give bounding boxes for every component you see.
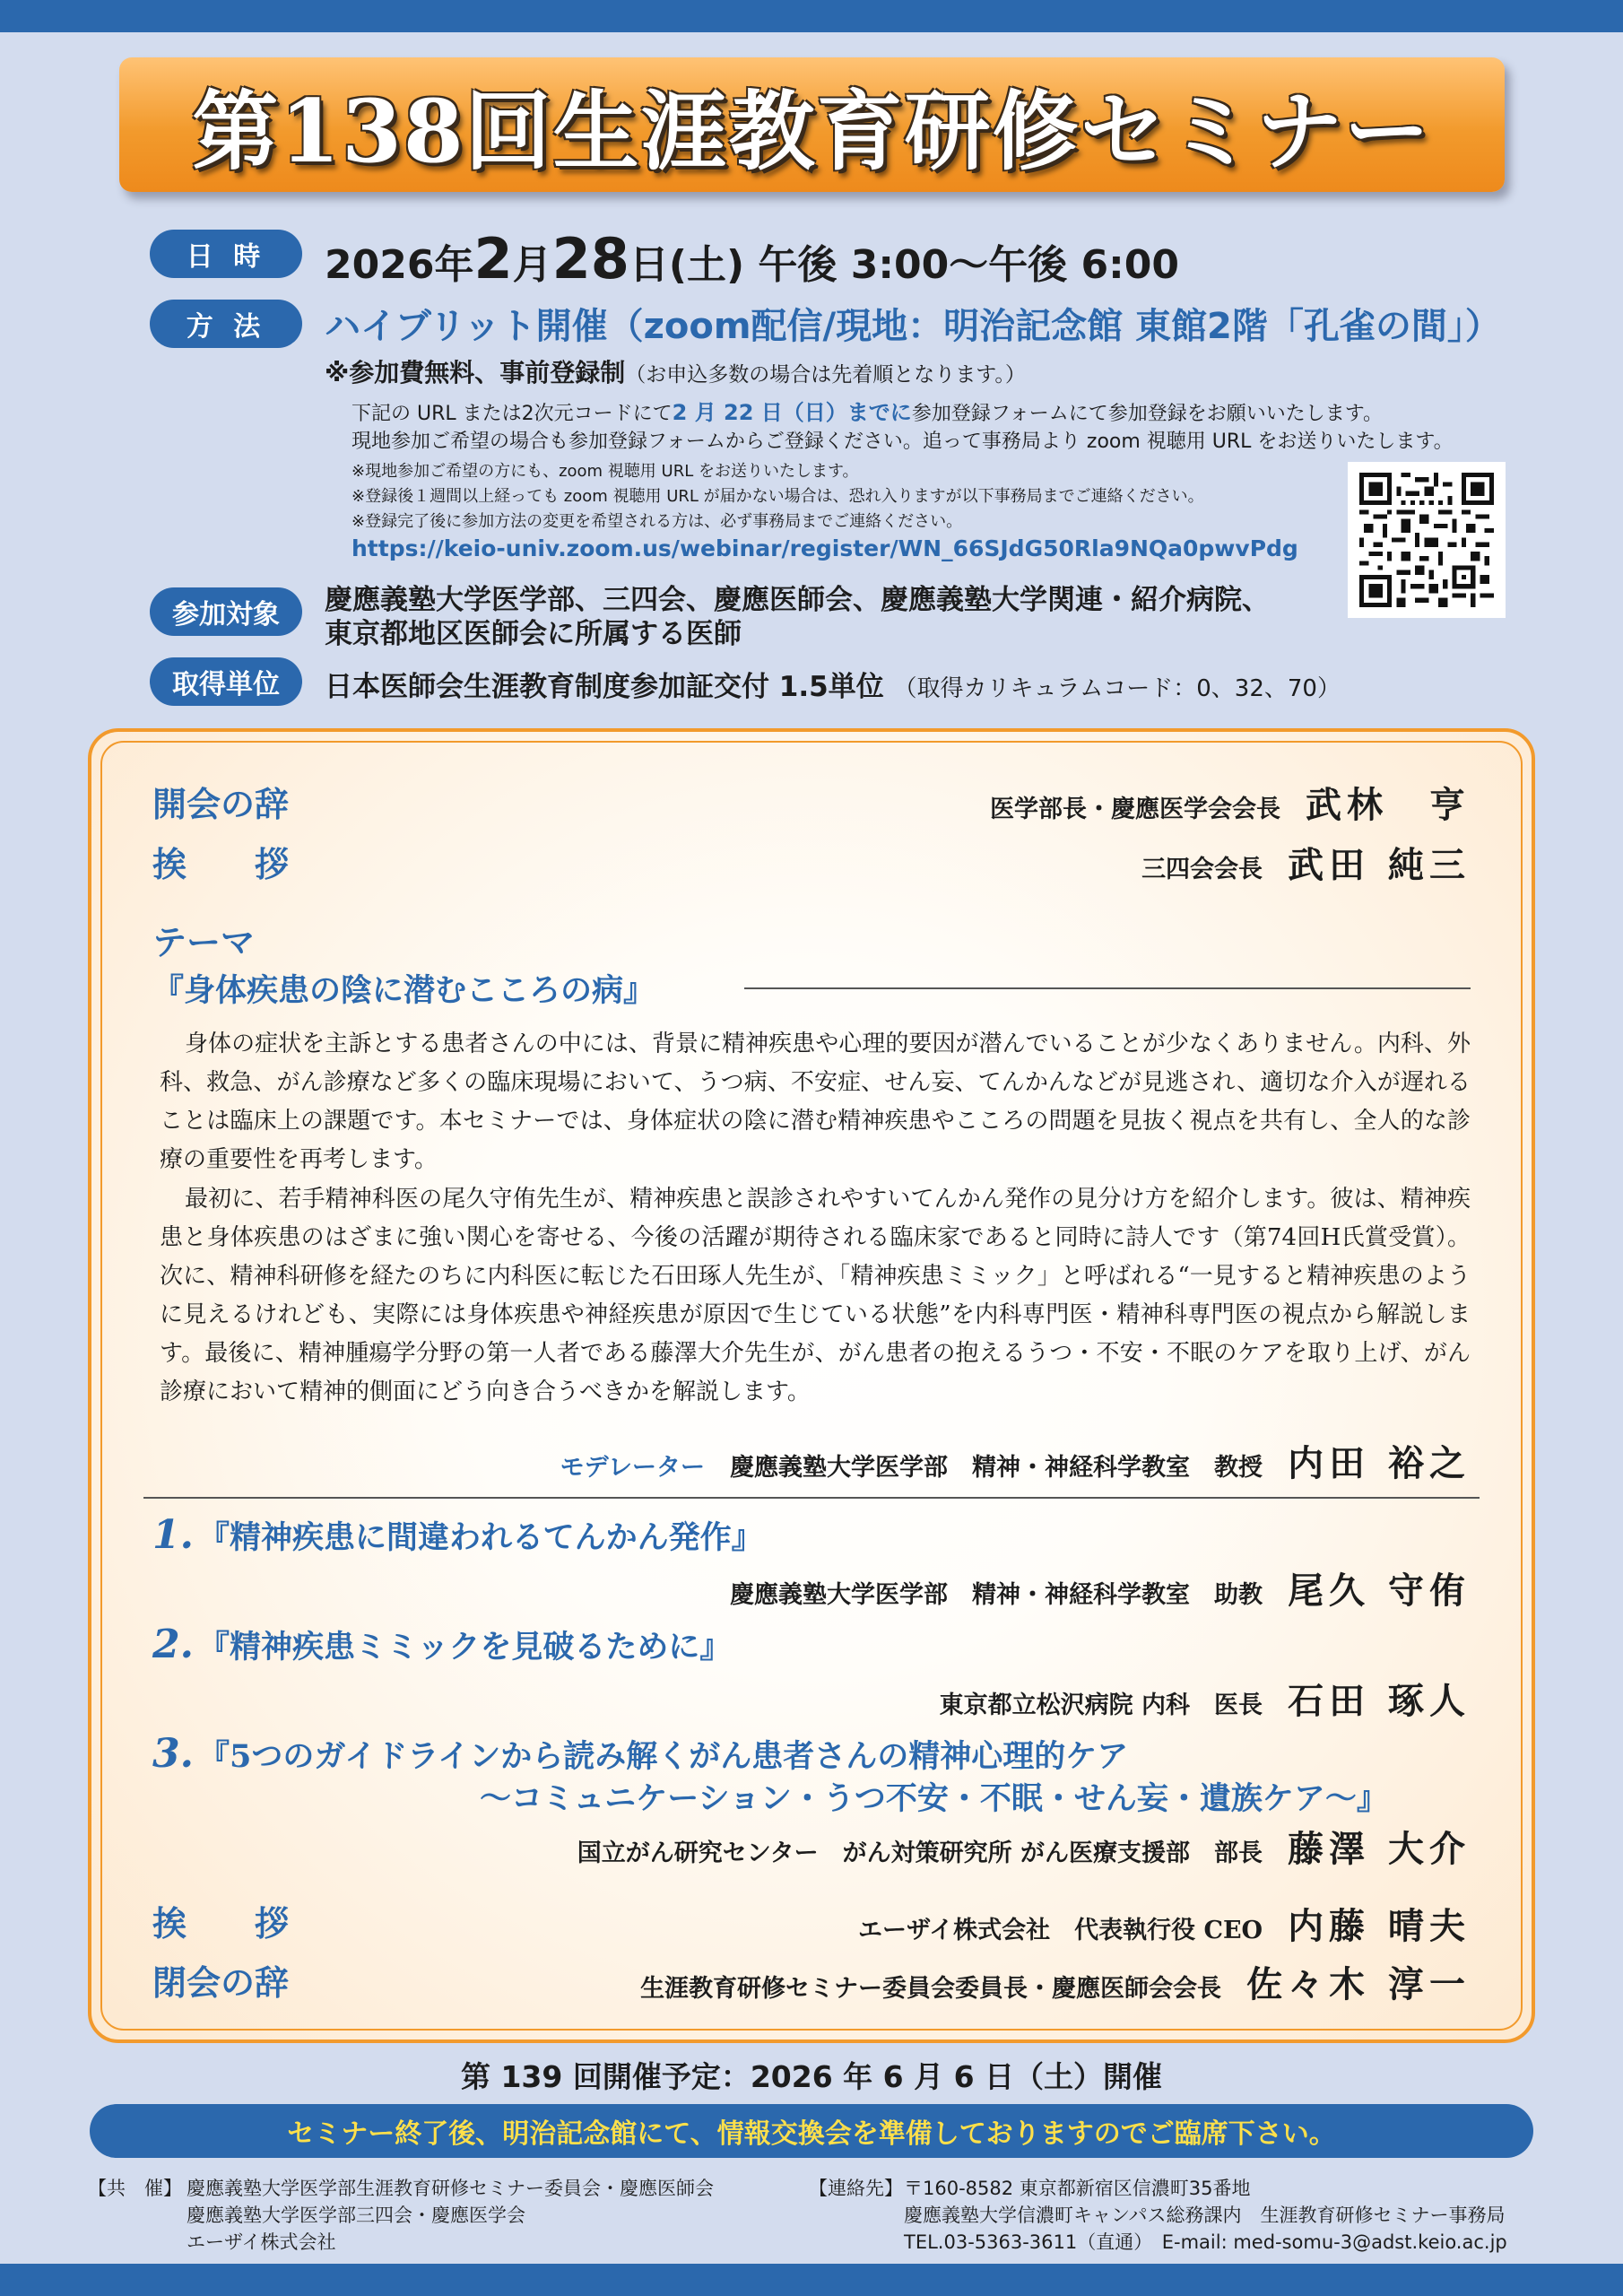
event-date: [325, 226, 1179, 291]
greeting1-name: 武田 純三: [1288, 844, 1471, 886]
registration-deadline: 2 月 22 日（日）までに: [672, 400, 912, 425]
opening-name: 武林 亨: [1306, 784, 1471, 826]
units-label-pill: 取得単位: [150, 657, 302, 706]
method-label-pill: 方 法: [150, 300, 302, 348]
talk-1-title: 『精神疾患に間違われるてんかん発作』: [198, 1519, 763, 1556]
talk-1-heading: [152, 1512, 763, 1558]
units-sub: （取得カリキュラムコード：0、32、70）: [893, 675, 1341, 702]
talk-3-name: 藤澤 大介: [1288, 1828, 1471, 1870]
target-line-1: 慶應義塾大学医学部、三四会、慶應医師会、慶應義塾大学関連・紹介病院、: [325, 584, 1270, 616]
next-event-notice: 第 139 回開催予定：2026 年 6 月 6 日（土）開催: [460, 2059, 1163, 2094]
contact-label: 【連絡先】: [809, 2178, 903, 2199]
contact-office: 慶應義塾大学信濃町キャンパス総務課内 生涯教育研修セミナー事務局: [904, 2205, 1506, 2226]
greeting1-speaker: [1141, 837, 1471, 888]
greeting2-label: 挨 拶: [152, 1903, 290, 1944]
page-title: 第138回生涯教育研修セミナー: [192, 80, 1432, 182]
program-divider: [143, 1497, 1480, 1499]
target-label-pill: 参加対象: [150, 587, 302, 636]
theme-paragraph-2: 最初に、若手精神科医の尾久守侑先生が、精神疾患と誤診されやすいてんかん発作の見分け方を紹介します。彼は、精神疾患と身体疾患のはざまに強い関心を寄せる、今後の活躍が期待される臨床家であると同時に詩人です（第74回H氏賞受賞）。次に、精神科研修を経たのちに内科医に転じた石田琢人先生が、「精神疾患ミミック」と呼ばれる“一見すると精神疾患のように見えるけれども、実際には身体疾患や神経疾患が原因で生じている状態”を内科専門医・精神科専門医の視点から解説します。最後に、精神腫瘍学分野の第一人者である藤澤大介先生が、がん患者の抱えるうつ・不安・不眠のケアを取り上げ、がん診療において精神的側面にどう向き合うべきかを解説します。: [160, 1186, 1471, 1405]
registration-note-3: ※登録完了後に参加方法の変更を希望される方は、必ず事務局までご連絡ください。: [352, 512, 963, 531]
moderator-row: [560, 1435, 1471, 1486]
cohost-line-3: エーザイ株式会社: [187, 2231, 336, 2253]
cohost-line-2: 慶應義塾大学医学部三四会・慶應医学会: [187, 2205, 525, 2226]
talk-1-role: 慶應義塾大学医学部 精神・神経科学教室 助教: [730, 1581, 1263, 1609]
talk-3-heading: [152, 1731, 1128, 1777]
opening-speaker: [990, 777, 1471, 828]
greeting1-label: 挨 拶: [152, 844, 290, 884]
registration-note-1: ※現地参加ご希望の方にも、zoom 視聴用 URL をお送りいたします。: [352, 462, 859, 481]
moderator-name: 内田 裕之: [1288, 1442, 1471, 1484]
registration-note-2: ※登録後１週間以上経っても zoom 視聴用 URL が届かない場合は、恐れ入りますが以下事務局までご連絡ください。: [352, 487, 1204, 506]
talk-3-speaker: [577, 1821, 1471, 1872]
date-tsuki: 月: [512, 242, 552, 288]
closing-name: 佐々木 淳一: [1246, 1963, 1471, 2005]
registration-text-a: 下記の URL または2次元コードにて: [352, 403, 673, 425]
units-value: 日本医師会生涯教育制度参加証交付 1.5単位: [325, 671, 884, 703]
reception-banner: セミナー終了後、明治記念館にて、情報交換会を準備しておりますのでご臨席下さい。: [90, 2104, 1533, 2158]
closing-role: 生涯教育研修セミナー委員会委員長・慶應医師会会長: [640, 1975, 1222, 2003]
greeting1-role: 三四会会長: [1141, 856, 1263, 883]
opening-role: 医学部長・慶應医学会会長: [990, 796, 1280, 823]
registration-url-link[interactable]: https://keio-univ.zoom.us/webinar/register/WN_66SJdG50Rla9NQa0pwvPdg: [352, 535, 1298, 561]
moderator-role: 慶應義塾大学医学部 精神・神経科学教室 教授: [730, 1454, 1263, 1482]
cohost-line-1: 慶應義塾大学医学部生涯教育研修セミナー委員会・慶應医師会: [187, 2178, 714, 2199]
theme-title: 『身体疾患の陰に潜むこころの病』: [152, 972, 655, 1009]
greeting2-speaker: [858, 1898, 1471, 1949]
bottom-bar: [0, 2264, 1623, 2296]
talk-2-title: 『精神疾患ミミックを見破るために』: [198, 1629, 732, 1665]
theme-title-rule: [744, 987, 1471, 989]
cohost-label: 【共 催】: [88, 2178, 182, 2199]
registration-line-2: 現地参加ご希望の場合も参加登録フォームからご登録ください。追って事務局より zoom 視聴用 URL をお送りいたします。: [352, 430, 1454, 453]
fee-main: ※参加費無料、事前登録制: [325, 358, 626, 387]
talk-3-subtitle: 〜コミュニケーション・うつ不安・不眠・せん妄・遺族ケア〜』: [480, 1780, 1388, 1817]
talk-2-role: 東京都立松沢病院 内科 医長: [939, 1692, 1263, 1719]
talk-2-heading: [152, 1622, 731, 1667]
target-line-2: 東京都地区医師会に所属する医師: [325, 618, 742, 650]
talk-3-role: 国立がん研究センター がん対策研究所 がん医療支援部 部長: [577, 1839, 1263, 1867]
opening-label: 開会の辞: [152, 784, 290, 824]
date-nen: 年: [434, 242, 474, 288]
talk-2-name: 石田 琢人: [1288, 1680, 1471, 1722]
talk-3-number: 3.: [152, 1731, 194, 1777]
contact-tel-email[interactable]: TEL.03-5363-3611（直通） E-mail: med-somu-3@adst.keio.ac.jp: [904, 2231, 1507, 2253]
moderator-label: モデレーター: [560, 1454, 706, 1482]
closing-speaker: [640, 1956, 1471, 2007]
talk-2-speaker: [940, 1673, 1471, 1724]
theme-paragraph-1: 身体の症状を主訴とする患者さんの中には、背景に精神疾患や心理的要因が潜んでいることが少なくありません。内科、外科、救急、がん診療など多くの臨床現場において、うつ病、不安症、せん妄、てんかんなどが見逃され、適切な介入が遅れることは臨床上の課題です。本セミナーでは、身体症状の陰に潜む精神疾患やこころの問題を見抜く視点を共有し、全人的な診療の重要性を再考します。: [160, 1031, 1471, 1173]
talk-1-name: 尾久 守侑: [1288, 1570, 1471, 1612]
talk-1-speaker: [730, 1562, 1471, 1613]
greeting2-name: 内藤 晴夫: [1288, 1905, 1471, 1947]
closing-label: 閉会の辞: [152, 1962, 290, 2003]
talk-3-title: 『5つのガイドラインから読み解くがん患者さんの精神心理的ケア: [198, 1738, 1129, 1775]
talk-2-number: 2.: [152, 1622, 194, 1667]
contact-address: 〒160-8582 東京都新宿区信濃町35番地: [904, 2178, 1251, 2199]
fee-sub: （お申込多数の場合は先着順となります。）: [625, 363, 1026, 387]
date-label-pill: 日 時: [150, 230, 302, 278]
fee-notice: [325, 353, 1026, 389]
date-month: 2: [473, 226, 513, 291]
registration-line-1: [352, 395, 1383, 426]
qr-code-icon: [1358, 473, 1495, 607]
event-method: ハイブリット開催（zoom配信/現地：明治記念館 東館2階「孔雀の間」）: [325, 306, 1501, 347]
theme-label: テーマ: [152, 922, 256, 962]
title-banner: [119, 57, 1505, 192]
date-suffix: 日(土) 午後 3:00〜午後 6:00: [629, 242, 1179, 288]
qr-code[interactable]: [1348, 462, 1506, 618]
top-bar: [0, 0, 1623, 32]
talk-1-number: 1.: [152, 1512, 194, 1558]
date-year: 2026: [325, 242, 435, 288]
registration-text-b: 参加登録フォームにて参加登録をお願いいたします。: [911, 403, 1383, 425]
greeting2-role: エーザイ株式会社 代表執行役 CEO: [857, 1917, 1263, 1944]
date-day: 28: [551, 226, 629, 291]
units-text: [325, 664, 1341, 704]
